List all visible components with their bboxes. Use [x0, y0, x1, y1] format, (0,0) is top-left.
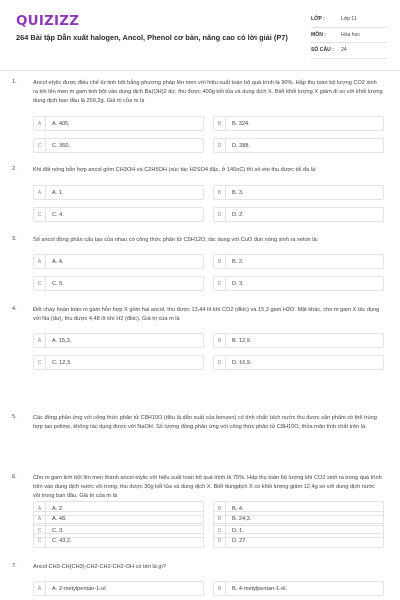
option-text: C. 4. [52, 211, 64, 218]
option-a[interactable] [33, 185, 204, 200]
question-number: 1. [12, 79, 17, 85]
option-text: B. 12,9. [232, 337, 252, 344]
option-letter: A [34, 502, 46, 515]
question-text: Cho m gam tinh bột lên men thành ancol etylic với hiệu suất toàn bộ quá trình là 75%. Hấp thụ toàn bộ lượng khí CO2 sinh ra trong quá trình trên vào dung dịch nước vôi trong, thu được 30g kết tủa và dung dịch X. Biết dungdịch X có khối lượng giảm 12,4g so với dung dịch nước vôi trong ban đầu. Giá trị của m là [33, 475, 382, 499]
meta-value: 24 [341, 47, 347, 54]
option-text: A. 1. [52, 189, 64, 196]
question-number: 2. [12, 166, 17, 172]
option-text: D. 1. [232, 527, 244, 534]
meta-row-question-count [311, 43, 387, 59]
quizizz-logo: QUIZIZZ [16, 13, 80, 29]
option-text: A. 48. [52, 515, 67, 522]
option-c[interactable] [33, 355, 204, 370]
meta-key: MÔN : [311, 31, 326, 38]
option-text: B. 324. [232, 120, 250, 127]
option-text: D. 27. [232, 537, 247, 544]
option-text: D. 3. [232, 280, 244, 287]
option-letter: A [34, 582, 46, 595]
option-letter: B [214, 334, 226, 347]
option-letter: D [214, 208, 226, 221]
question-text: Số ancol đồng phân cấu tạo của nhau có công thức phân tử C5H12O, tác dụng với CuO đun nóng sinh ra xeton là: [33, 237, 319, 243]
question-number: 6. [12, 474, 17, 480]
option-letter: C [34, 277, 46, 290]
option-d[interactable] [213, 207, 384, 222]
option-b[interactable] [213, 333, 384, 348]
option-text: A. 2. [52, 505, 64, 512]
option-letter: B [214, 502, 226, 515]
meta-row-grade [311, 12, 387, 28]
option-letter: B [214, 117, 226, 130]
option-letter: C [34, 208, 46, 221]
option-text: C. 43,2. [52, 537, 72, 544]
option-a[interactable] [33, 511, 204, 526]
question-text: Ancol CH3-CH(CH3)-CH2-CH2-CH2-OH có tên là gì? [33, 564, 167, 570]
question-number: 4. [12, 306, 17, 312]
option-letter: A [34, 186, 46, 199]
option-c[interactable] [33, 533, 204, 548]
question-number: 7. [12, 563, 17, 569]
option-d[interactable] [213, 355, 384, 370]
option-c[interactable] [33, 138, 204, 153]
option-letter: B [214, 512, 226, 525]
option-d[interactable] [213, 533, 384, 548]
option-a[interactable] [33, 254, 204, 269]
meta-value: Hóa học [341, 31, 360, 38]
option-letter: B [214, 582, 226, 595]
option-letter: D [214, 524, 226, 537]
option-c[interactable] [33, 207, 204, 222]
option-text: A. 4. [52, 258, 64, 265]
meta-row-subject [311, 28, 387, 44]
option-text: C. 5. [52, 280, 64, 287]
option-text: B. 24,3. [232, 515, 252, 522]
option-text: A. 405. [52, 120, 70, 127]
option-d[interactable] [213, 138, 384, 153]
option-c[interactable] [33, 276, 204, 291]
option-letter: C [34, 534, 46, 547]
option-text: C. 3. [52, 527, 64, 534]
question-number: 5. [12, 414, 17, 420]
option-text: B. 2. [232, 258, 244, 265]
option-letter: A [34, 334, 46, 347]
option-d[interactable] [213, 276, 384, 291]
option-text: A. 15,3. [52, 337, 72, 344]
option-text: D. 16,9. [232, 359, 252, 366]
option-text: B. 3. [232, 189, 244, 196]
worksheet-header [0, 0, 400, 72]
option-a[interactable] [33, 333, 204, 348]
option-letter: D [214, 534, 226, 547]
option-text: D. 2. [232, 211, 244, 218]
option-letter: C [34, 356, 46, 369]
question-text: Đốt cháy hoàn toàn m gam hỗn hợp X gồm hai ancol, thu được 13,44 lít khí CO2 (đktc) và 15,3 gam H2O. Mặt khác, cho m gam X tác dụng với Na (dư), thu được 4,48 lít khí H2 (đktc). Giá trị của m là [33, 307, 380, 322]
option-b[interactable] [213, 581, 384, 596]
option-text: B. 4-metylpentan-1-ol. [232, 585, 288, 592]
document-title: 264 Bài tập Dẫn xuất halogen, Ancol, Phenol cơ bản, nâng cao có lời giải (P7) [16, 33, 288, 42]
question-text: Khi đốt nóng hỗn hợp ancol gồm CH3OH và C2H5OH (xúc tác H2SO4 đặc, ở 140oC) thì số ete thu được tối đa là: [33, 167, 317, 173]
option-text: C. 12,3. [52, 359, 72, 366]
option-b[interactable] [213, 254, 384, 269]
meta-value: Lớp 11 [341, 16, 357, 23]
option-a[interactable] [33, 116, 204, 131]
meta-key: SỐ CÂU : [311, 47, 334, 54]
option-letter: D [214, 277, 226, 290]
question-text: Các đồng phân ứng với công thức phân tử C8H10O (đều là dẫn xuất của benzen) có tính chất: tách nước thu được sản phẩm có thể trùng hợp tạo polime, không tác dụng được với NaOH. Số lượng đồng phân ứng với công thức phân tử C8H10O, thỏa mãn tính chất trên là: [33, 415, 377, 430]
option-letter: D [214, 356, 226, 369]
question-number: 3. [12, 236, 17, 242]
option-letter: A [34, 512, 46, 525]
header-divider [0, 70, 400, 71]
option-a[interactable] [33, 581, 204, 596]
meta-key: LỚP : [311, 16, 325, 23]
option-letter: A [34, 117, 46, 130]
option-letter: B [214, 186, 226, 199]
option-b[interactable] [213, 511, 384, 526]
option-text: D. 288. [232, 142, 251, 149]
option-letter: A [34, 255, 46, 268]
question-text: Ancol etylic được điều chế từ tinh bột bằng phương pháp lên men với hiệu suất toàn bộ quá trình là 90%. Hấp thụ toàn bộ lượng CO2 sinh ra khi lên men m gam tinh bột vào dung dịch Ba(OH)2 dư, thu được 400g kết tủa và dung dịch X. Biết khối lượng X giảm đi so với khối lượng dung dịch ban đầu là 259,2g. Giá trị của m là [33, 80, 383, 104]
option-b[interactable] [213, 185, 384, 200]
worksheet-meta [311, 12, 387, 59]
option-b[interactable] [213, 116, 384, 131]
option-letter: C [34, 139, 46, 152]
option-text: B. 4. [232, 505, 244, 512]
option-letter: C [34, 524, 46, 537]
option-text: A. 2-metylpentan-1-ol. [52, 585, 108, 592]
option-letter: D [214, 139, 226, 152]
option-letter: B [214, 255, 226, 268]
option-text: C. 360. [52, 142, 71, 149]
